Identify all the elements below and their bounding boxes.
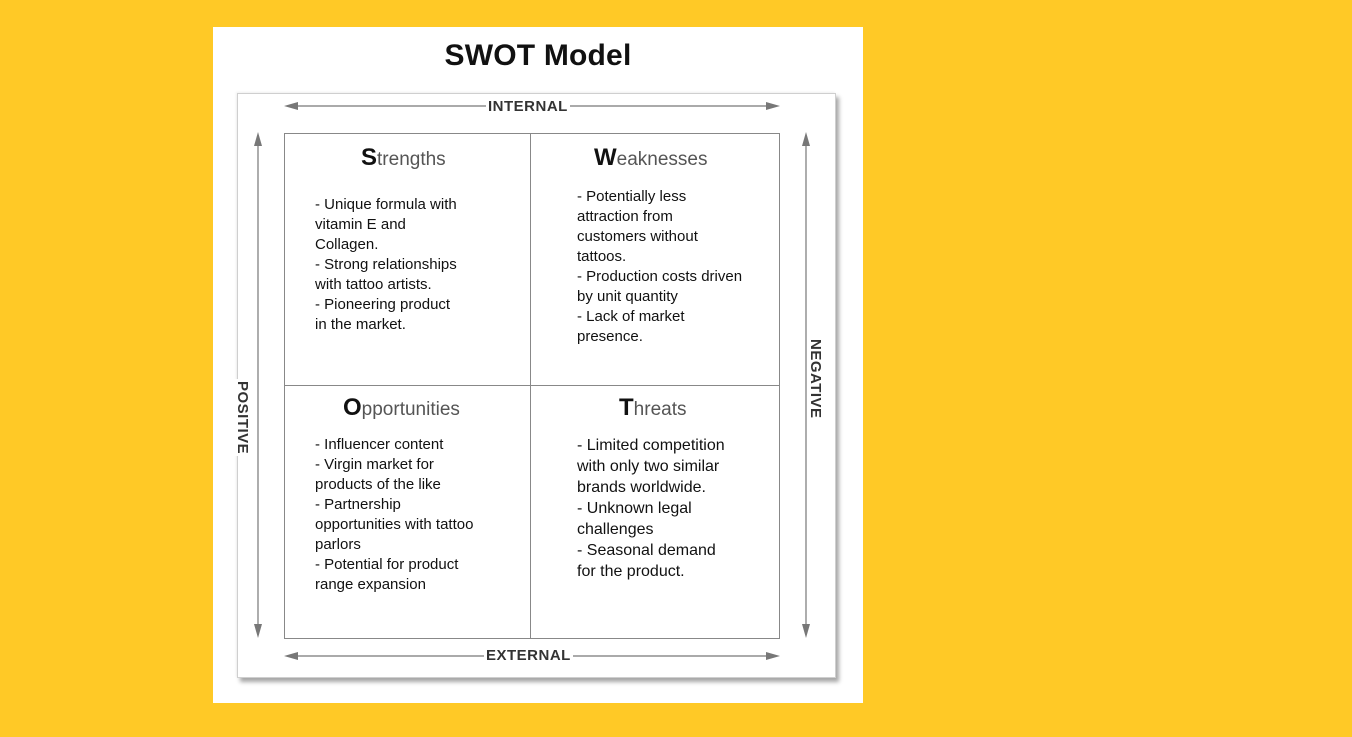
arrow-down-icon (802, 624, 810, 638)
arrow-left-icon (284, 102, 298, 110)
weaknesses-initial: W (594, 144, 617, 171)
threats-heading-rest: hreats (633, 399, 687, 420)
threats-initial: T (619, 394, 634, 421)
strengths-initial: S (361, 144, 378, 171)
threats-heading (619, 394, 686, 422)
weaknesses-heading-rest: eaknesses (616, 149, 708, 170)
negative-axis-label: NEGATIVE (807, 339, 824, 419)
swot-card (213, 27, 863, 703)
positive-axis-label: POSITIVE (234, 381, 251, 455)
strengths-text: - Unique formula with vitamin E and Collagen. - Strong relationships with tattoo artists. - Pioneering product in the market. (315, 196, 457, 333)
arrow-up-icon (254, 132, 262, 146)
internal-axis-label: INTERNAL (488, 98, 568, 115)
arrow-up-icon (802, 132, 810, 146)
opportunities-initial: O (343, 394, 362, 421)
threats-text: - Limited competition with only two similar brands worldwide. - Unknown legal challenges - Seasonal demand for the product. (577, 437, 725, 580)
strengths-heading (361, 144, 446, 172)
swot-grid (284, 133, 780, 639)
opportunities-heading (343, 394, 460, 422)
threats-quadrant (531, 386, 779, 638)
arrow-down-icon (254, 624, 262, 638)
strengths-heading-rest: trengths (377, 149, 446, 170)
external-axis-label: EXTERNAL (486, 647, 571, 664)
opportunities-text: - Influencer content - Virgin market for products of the like - Partnership opportunities with tattoo parlors - Potential for product range expansion (315, 436, 474, 593)
opportunities-heading-rest: pportunities (361, 399, 460, 420)
page-title: SWOT Model (444, 39, 632, 72)
opportunities-quadrant (285, 386, 530, 638)
arrow-right-icon (766, 652, 780, 660)
weaknesses-quadrant (531, 134, 779, 385)
weaknesses-heading (594, 144, 708, 172)
strengths-quadrant (285, 134, 530, 385)
arrow-left-icon (284, 652, 298, 660)
arrow-right-icon (766, 102, 780, 110)
weaknesses-text: - Potentially less attraction from customers without tattoos. - Production costs driven by unit quantity - Lack of market presence. (577, 188, 743, 345)
swot-frame (234, 93, 836, 678)
